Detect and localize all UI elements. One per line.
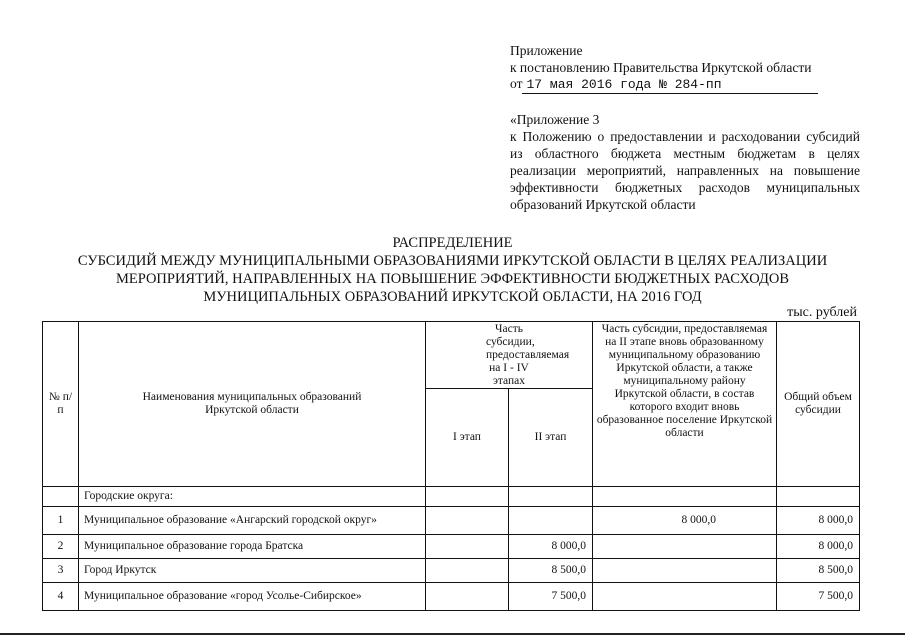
header-part-stages: Часть субсидии, предоставляемая на I - IV этапах	[426, 322, 593, 389]
row-num: 1	[43, 507, 79, 535]
row-stage2: 8 500,0	[509, 559, 593, 583]
heading-line-1: РАСПРЕДЕЛЕНИЕ	[392, 235, 513, 251]
row-stage2: 8 000,0	[509, 535, 593, 559]
header-stage2: II этап	[509, 389, 593, 487]
appendix-title: Приложение	[510, 43, 583, 58]
table-row	[43, 583, 860, 611]
distribution-table	[42, 321, 860, 611]
row-name: Город Иркутск	[79, 559, 426, 583]
row-name: Муниципальное образование «город Усолье-Сибирское»	[79, 583, 426, 611]
row-total: 7 500,0	[777, 583, 860, 611]
heading-line-4: МУНИЦИПАЛЬНЫХ ОБРАЗОВАНИЙ ИРКУТСКОЙ ОБЛАСТИ, НА 2016 ГОД	[203, 289, 702, 305]
appendix-date-prefix: от	[510, 76, 523, 91]
appendix-date-number: 17 мая 2016 года № 284-пп	[522, 76, 818, 94]
heading-line-3: МЕРОПРИЯТИЙ, НАПРАВЛЕННЫХ НА ПОВЫШЕНИЕ ЭФФЕКТИВНОСТИ БЮДЖЕТНЫХ РАСХОДОВ	[115, 271, 790, 287]
appendix3-title: «Приложение 3	[510, 112, 600, 127]
header-name: Наименования муниципальных образований Иркутской области	[79, 322, 426, 487]
table-row	[43, 535, 860, 559]
header-num: № п/п	[43, 322, 79, 487]
table-row	[43, 559, 860, 583]
heading-line-2: СУБСИДИЙ МЕЖДУ МУНИЦИПАЛЬНЫМИ ОБРАЗОВАНИЯМИ ИРКУТСКОЙ ОБЛАСТИ В ЦЕЛЯХ РЕАЛИЗАЦИИ	[77, 253, 828, 269]
section-label: Городские округа:	[79, 487, 426, 507]
row-total: 8 000,0	[777, 535, 860, 559]
appendix-resolution: к постановлению Правительства Иркутской области	[510, 60, 812, 75]
row-num: 2	[43, 535, 79, 559]
row-name: Муниципальное образование города Братска	[79, 535, 426, 559]
row-stage1	[426, 535, 509, 559]
row-stage1	[426, 507, 509, 535]
header-total: Общий объем субсидии	[777, 322, 860, 487]
row-total: 8 000,0	[777, 507, 860, 535]
units-label: тыс. рублей	[787, 305, 857, 320]
scan-edge-line	[0, 633, 905, 635]
row-stage2: 7 500,0	[509, 583, 593, 611]
row-stage1	[426, 559, 509, 583]
appendix-date-line	[510, 75, 818, 94]
header-stage1: I этап	[426, 389, 509, 487]
row-name: Муниципальное образование «Ангарский городской округ»	[79, 507, 426, 535]
row-new	[593, 583, 777, 611]
row-stage2	[509, 507, 593, 535]
header-part-new: Часть субсидии, предоставляемая на II этапе вновь образованному муниципальному образованию Иркутской области, а также муниципальному району Иркутской области, в состав которого входит вновь образованное поселение Иркутской области	[593, 322, 777, 487]
appendix3-text: к Положению о предоставлении и расходовании субсидий из областного бюджета местным бюджетам в целях реализации мероприятий, направленных на повышение эффективности бюджетных расходов муниципальных образований Иркутской области	[510, 129, 860, 212]
row-stage1	[426, 583, 509, 611]
section-row	[43, 487, 860, 507]
row-num: 3	[43, 559, 79, 583]
header-row-1	[43, 322, 860, 389]
row-new	[593, 535, 777, 559]
row-new: 8 000,0	[593, 507, 777, 535]
table-row	[43, 507, 860, 535]
row-num: 4	[43, 583, 79, 611]
row-total: 8 500,0	[777, 559, 860, 583]
row-new	[593, 559, 777, 583]
